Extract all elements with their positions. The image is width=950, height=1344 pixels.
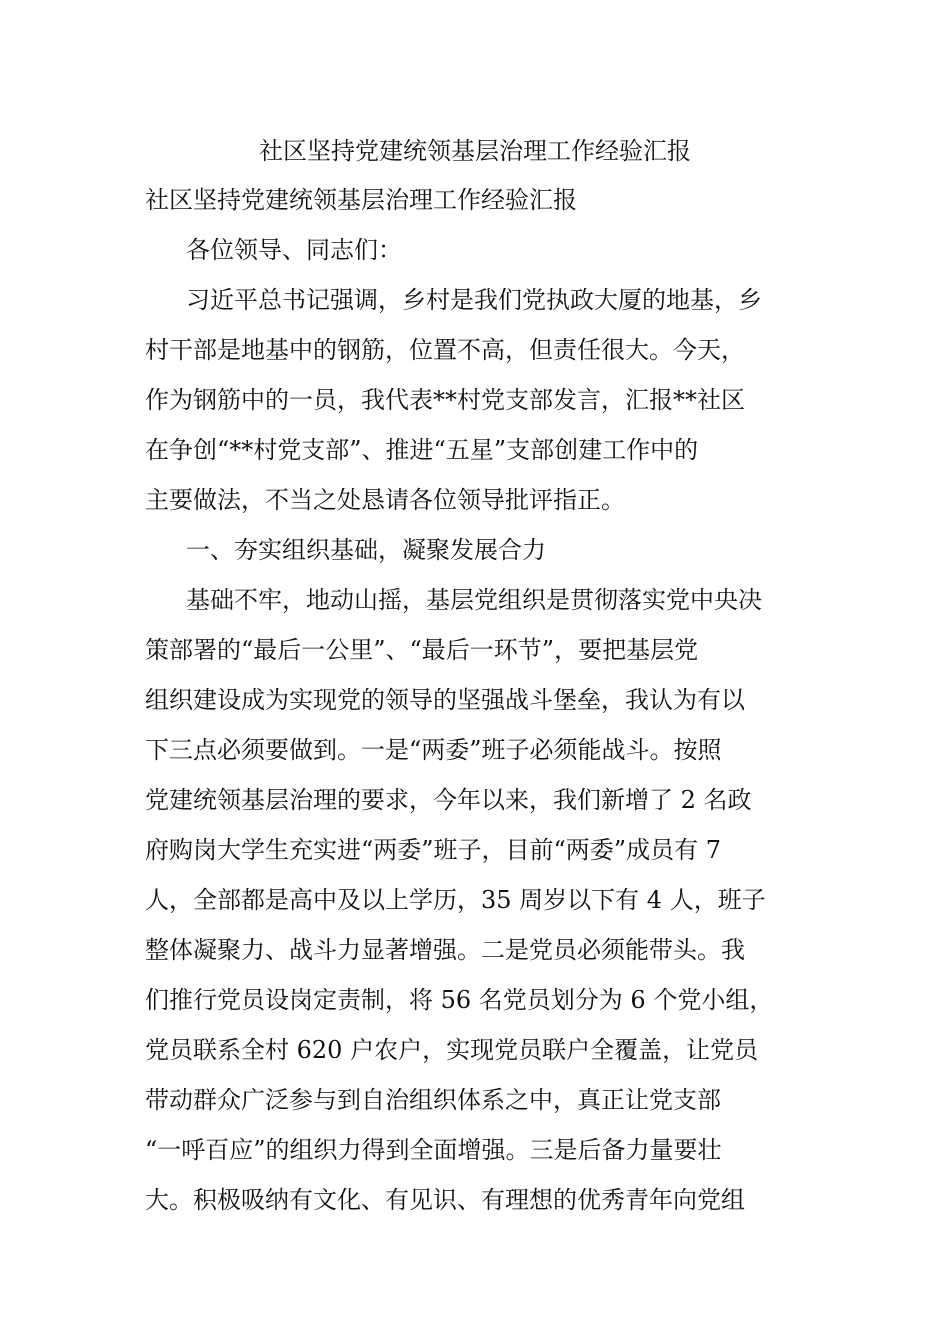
document-subtitle: 社区坚持党建统领基层治理工作经验汇报 — [145, 186, 577, 214]
paragraph-line: 府购岗大学生充实进“两委”班子，目前“两委”成员有 7 — [145, 836, 721, 864]
paragraph-line: 大。积极吸纳有文化、有见识、有理想的优秀青年向党组 — [145, 1186, 745, 1214]
paragraph-line: 带动群众广泛参与到自治组织体系之中，真正让党支部 — [145, 1086, 721, 1114]
document-title: 社区坚持党建统领基层治理工作经验汇报 — [259, 137, 691, 165]
salutation-line: 各位领导、同志们： — [186, 236, 402, 264]
paragraph-line: 基础不牢，地动山摇，基层党组织是贯彻落实党中央决 — [186, 586, 762, 614]
paragraph-line: 策部署的“最后一公里”、“最后一环节”，要把基层党 — [145, 636, 699, 664]
paragraph-line: 在争创“**村党支部”、推进“五星”支部创建工作中的 — [145, 436, 699, 464]
paragraph-line: 整体凝聚力、战斗力显著增强。二是党员必须能带头。我 — [145, 936, 745, 964]
paragraph-line: 党员联系全村 620 户农户，实现党员联户全覆盖，让党员 — [145, 1036, 759, 1064]
paragraph-line: “一呼百应”的组织力得到全面增强。三是后备力量要壮 — [145, 1136, 722, 1164]
paragraph-line: 党建统领基层治理的要求，今年以来，我们新增了 2 名政 — [145, 786, 752, 814]
paragraph-line: 们推行党员设岗定责制，将 56 名党员划分为 6 个党小组， — [145, 986, 774, 1014]
section-heading: 一、夯实组织基础，凝聚发展合力 — [186, 536, 546, 564]
paragraph-line: 习近平总书记强调，乡村是我们党执政大厦的地基，乡 — [186, 286, 762, 314]
paragraph-line: 组织建设成为实现党的领导的坚强战斗堡垒，我认为有以 — [145, 686, 745, 714]
paragraph-line: 下三点必须要做到。一是“两委”班子必须能战斗。按照 — [145, 736, 722, 764]
paragraph-line: 主要做法，不当之处恳请各位领导批评指正。 — [145, 486, 625, 514]
paragraph-line: 作为钢筋中的一员，我代表**村党支部发言，汇报**社区 — [145, 386, 745, 414]
paragraph-line: 人，全部都是高中及以上学历，35 周岁以下有 4 人，班子 — [145, 886, 766, 914]
paragraph-line: 村干部是地基中的钢筋，位置不高，但责任很大。今天， — [145, 336, 745, 364]
